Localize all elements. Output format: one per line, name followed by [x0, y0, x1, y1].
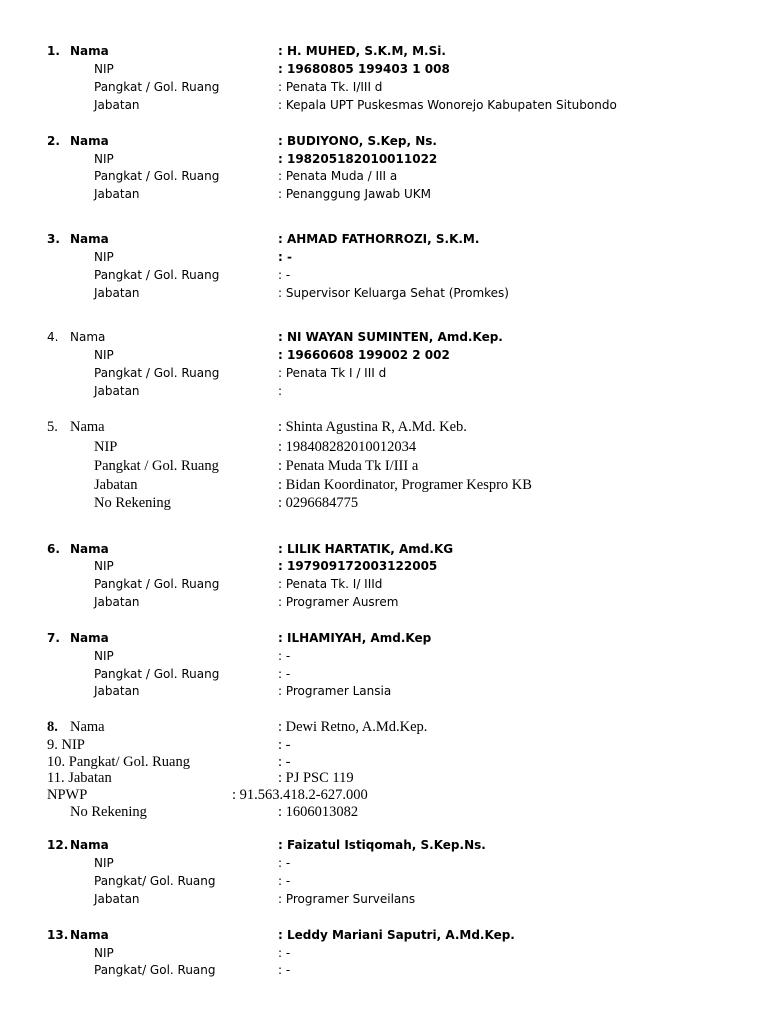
field-label: Pangkat / Gol. Ruang — [94, 458, 219, 474]
entry-number: 12. — [47, 838, 69, 852]
field-label: NIP — [94, 439, 118, 455]
field-value: : Penanggung Jawab UKM — [278, 187, 431, 201]
field-label: Nama — [70, 542, 109, 556]
entry-number: 5. — [47, 419, 58, 435]
field-value: : - — [278, 268, 291, 282]
field-label: Pangkat / Gol. Ruang — [94, 366, 220, 380]
field-label: NIP — [94, 946, 114, 960]
entry-number: 4. — [47, 330, 59, 344]
field-label: NIP — [94, 152, 114, 166]
field-label: Nama — [70, 330, 106, 344]
field-label: Nama — [70, 719, 105, 735]
field-value: : 19660608 199002 2 002 — [278, 348, 450, 362]
field-value: : - — [278, 946, 291, 960]
entry-number: 13. — [47, 928, 69, 942]
field-value: : H. MUHED, S.K.M, M.Si. — [278, 44, 446, 58]
field-value: : 19680805 199403 1 008 — [278, 62, 450, 76]
field-value: : 197909172003122005 — [278, 559, 438, 573]
field-label: Jabatan — [94, 384, 140, 398]
entry-number: 8. — [47, 719, 58, 735]
field-label: Pangkat / Gol. Ruang — [94, 80, 220, 94]
field-value: : - — [278, 874, 291, 888]
field-label: NIP — [94, 62, 114, 76]
field-label: Pangkat / Gol. Ruang — [94, 169, 220, 183]
field-value: : Faizatul Istiqomah, S.Kep.Ns. — [278, 838, 486, 852]
field-value: : AHMAD FATHORROZI, S.K.M. — [278, 232, 480, 246]
field-value: : — [278, 384, 283, 398]
field-value: : - — [278, 649, 291, 663]
field-value: : Penata Muda Tk I/III a — [278, 458, 419, 474]
field-label: NIP — [94, 348, 114, 362]
field-label: NPWP — [47, 787, 88, 803]
field-value: : 198408282010012034 — [278, 439, 417, 455]
field-value: : - — [278, 667, 291, 681]
field-value: : Kepala UPT Puskesmas Wonorejo Kabupaten Situbondo — [278, 98, 617, 112]
field-value: : 91.563.418.2-627.000 — [232, 787, 368, 803]
field-value: : Penata Tk. I/ IIId — [278, 577, 383, 591]
field-value: : NI WAYAN SUMINTEN, Amd.Kep. — [278, 330, 503, 344]
field-value: : 0296684775 — [278, 495, 359, 511]
field-value: : Supervisor Keluarga Sehat (Promkes) — [278, 286, 509, 300]
field-value: : 1606013082 — [278, 804, 359, 820]
field-label: NIP — [94, 649, 114, 663]
field-label: Nama — [70, 928, 109, 942]
field-value: : 198205182010011022 — [278, 152, 438, 166]
field-label: Jabatan — [94, 684, 140, 698]
field-value: : PJ PSC 119 — [278, 770, 354, 786]
field-value: : - — [278, 856, 291, 870]
field-label: Nama — [70, 232, 109, 246]
field-value: : Programer Lansia — [278, 684, 392, 698]
field-value: : - — [278, 250, 292, 264]
field-value: : LILIK HARTATIK, Amd.KG — [278, 542, 454, 556]
field-label: Jabatan — [94, 286, 140, 300]
field-label: Nama — [70, 419, 105, 435]
field-value: : Bidan Koordinator, Programer Kespro KB — [278, 477, 532, 493]
field-label: 9. NIP — [47, 737, 85, 753]
field-label: 10. Pangkat/ Gol. Ruang — [47, 754, 190, 770]
field-value: : - — [278, 754, 291, 770]
field-label: Jabatan — [94, 187, 140, 201]
field-label: 11. Jabatan — [47, 770, 112, 786]
entry-number: 7. — [47, 631, 60, 645]
entry-number: 6. — [47, 542, 60, 556]
field-value: : - — [278, 963, 291, 977]
field-value: : BUDIYONO, S.Kep, Ns. — [278, 134, 437, 148]
field-label: Nama — [70, 44, 109, 58]
field-value: : Leddy Mariani Saputri, A.Md.Kep. — [278, 928, 515, 942]
field-label: Pangkat/ Gol. Ruang — [94, 963, 216, 977]
field-label: Pangkat / Gol. Ruang — [94, 667, 220, 681]
entry-number: 1. — [47, 44, 60, 58]
field-value: : Penata Tk. I/III d — [278, 80, 383, 94]
field-value: : Dewi Retno, A.Md.Kep. — [278, 719, 428, 735]
field-label: Pangkat / Gol. Ruang — [94, 268, 220, 282]
field-value: : - — [278, 737, 291, 753]
entry-number: 3. — [47, 232, 60, 246]
field-value: : ILHAMIYAH, Amd.Kep — [278, 631, 432, 645]
entry-number: 2. — [47, 134, 60, 148]
field-label: Jabatan — [94, 892, 140, 906]
field-label: Pangkat / Gol. Ruang — [94, 577, 220, 591]
field-label: Nama — [70, 838, 109, 852]
field-label: Jabatan — [94, 595, 140, 609]
field-label: Pangkat/ Gol. Ruang — [94, 874, 216, 888]
field-value: : Penata Muda / III a — [278, 169, 398, 183]
field-label: No Rekening — [94, 495, 171, 511]
field-label: Jabatan — [94, 477, 138, 493]
field-label: Nama — [70, 134, 109, 148]
field-label: Nama — [70, 631, 109, 645]
field-label: Jabatan — [94, 98, 140, 112]
field-label: NIP — [94, 856, 114, 870]
field-value: : Shinta Agustina R, A.Md. Keb. — [278, 419, 467, 435]
field-label: NIP — [94, 559, 114, 573]
field-label: NIP — [94, 250, 114, 264]
field-value: : Programer Surveilans — [278, 892, 416, 906]
field-label: No Rekening — [70, 804, 147, 820]
field-value: : Penata Tk I / III d — [278, 366, 387, 380]
field-value: : Programer Ausrem — [278, 595, 399, 609]
